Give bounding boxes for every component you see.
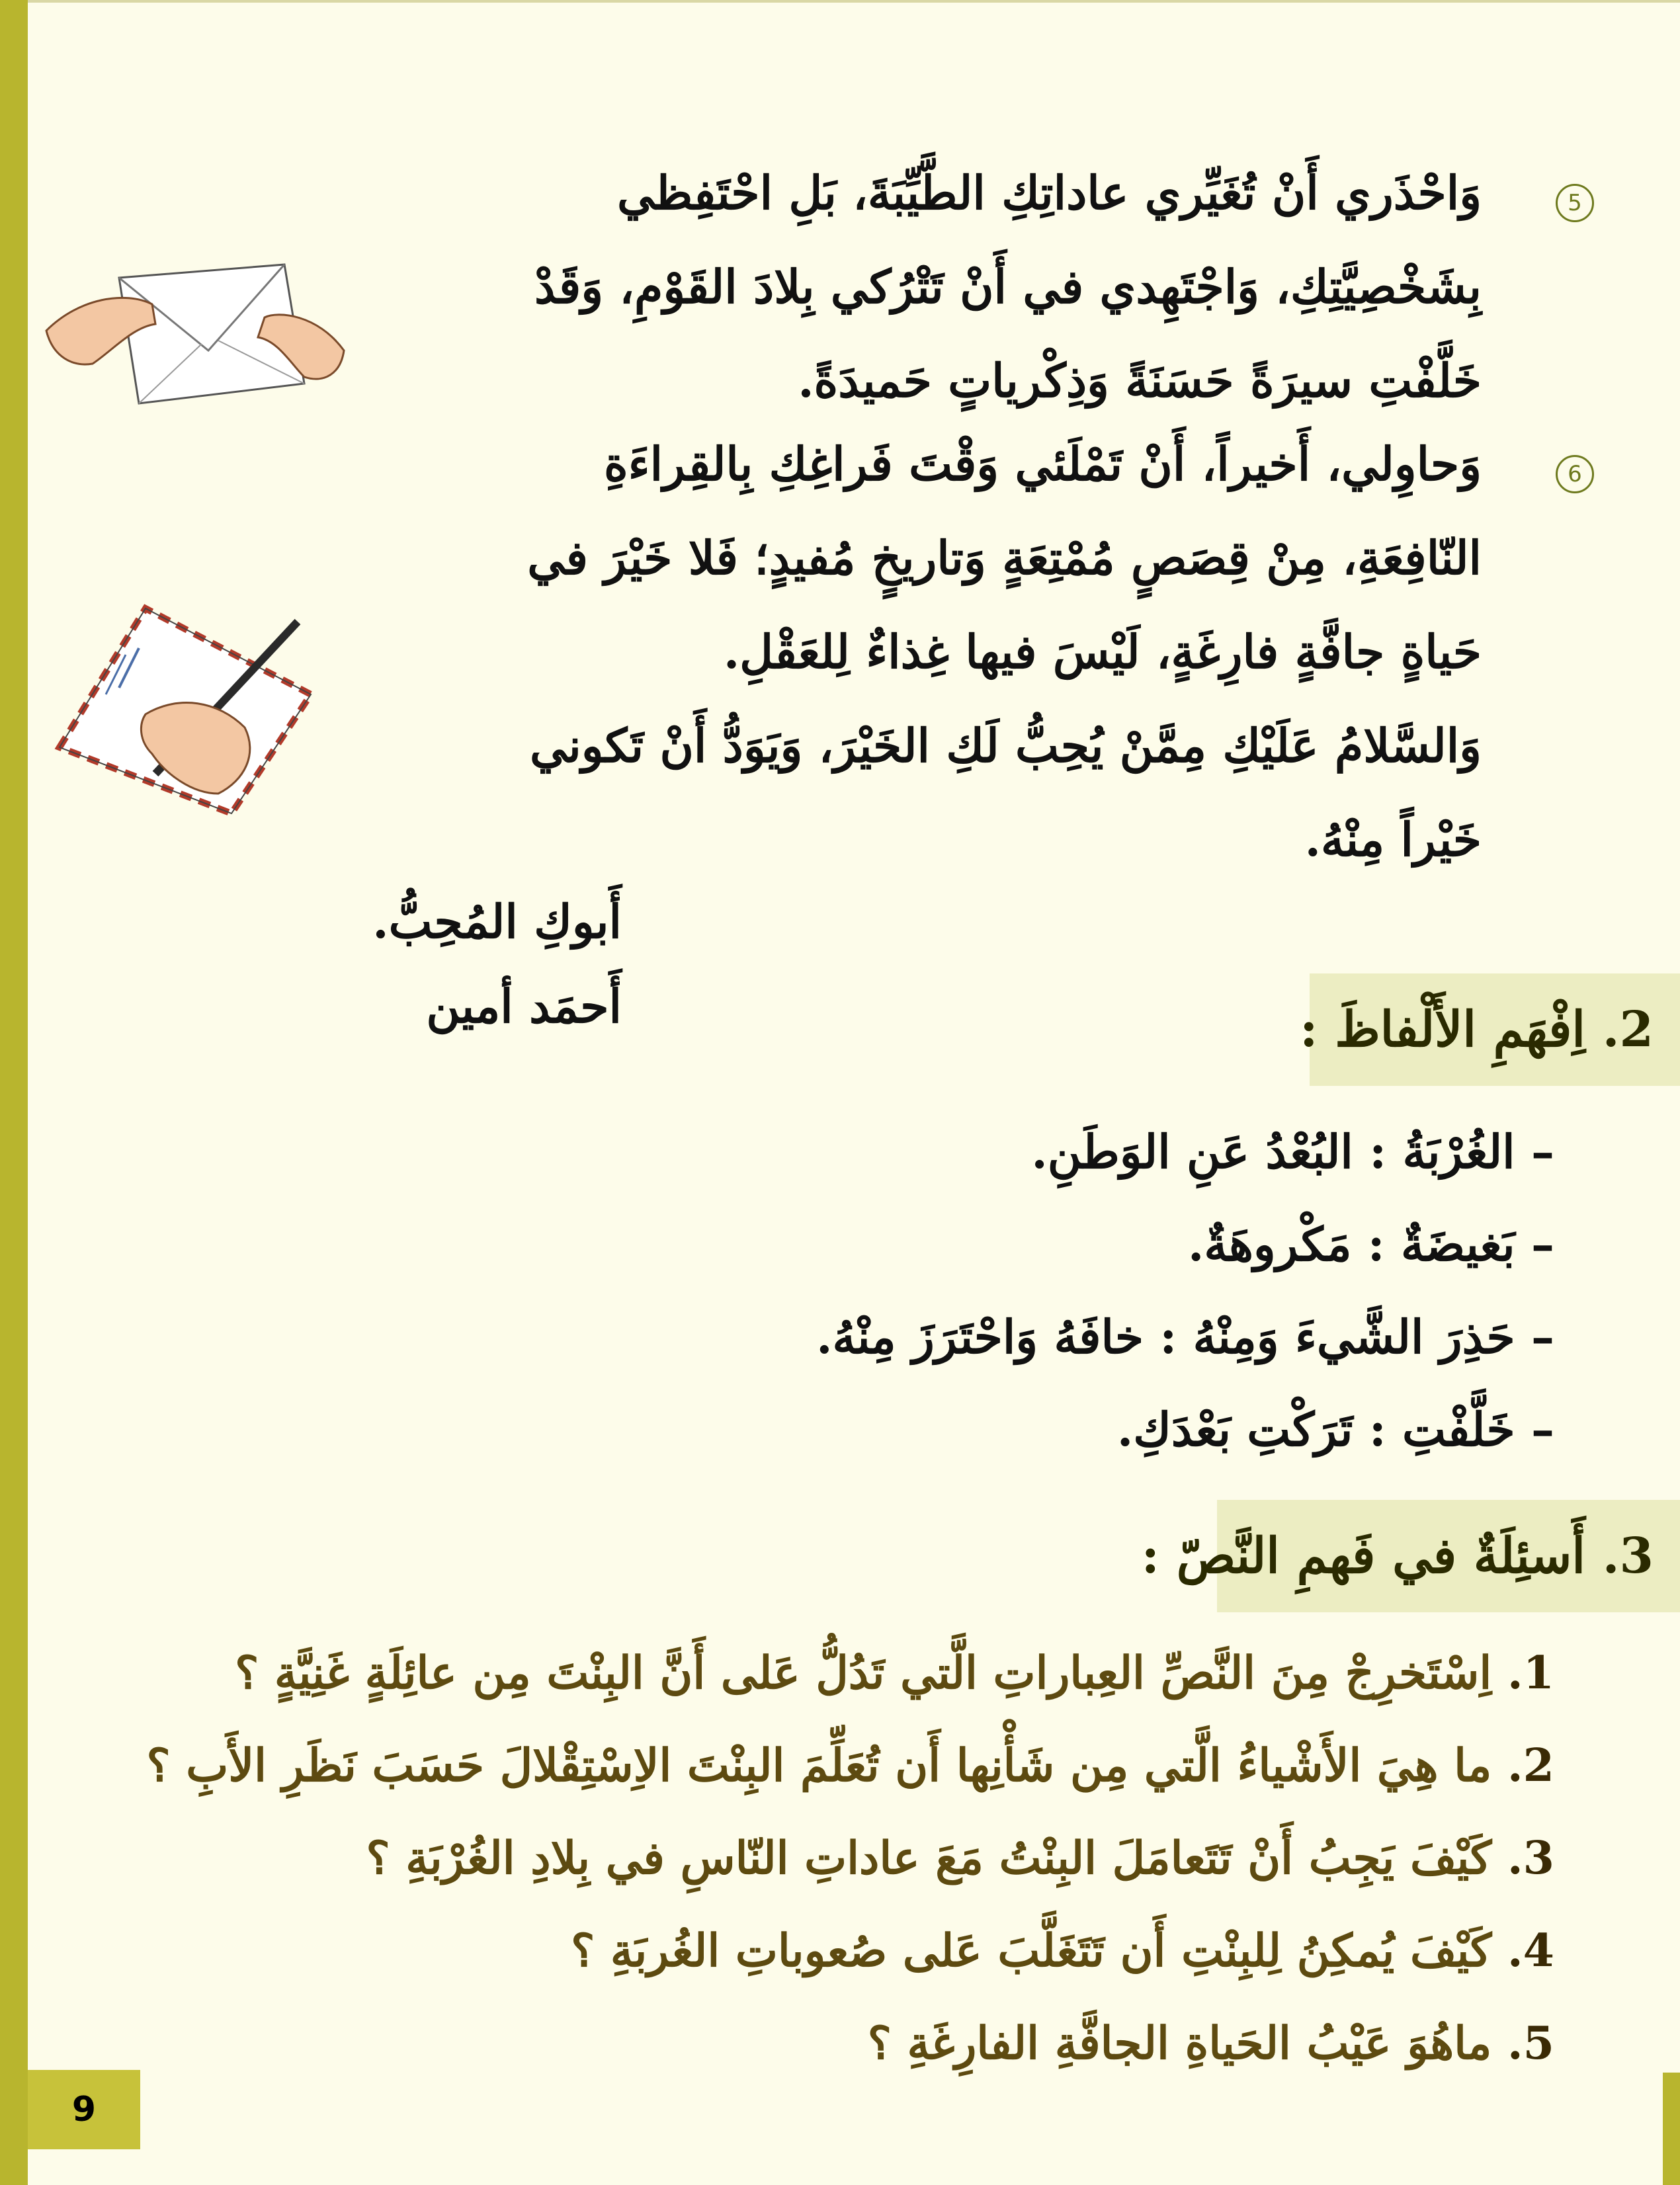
page-number: 9 [28,2070,140,2149]
top-rule [28,0,1680,3]
question-4-number: 4. [1507,1924,1554,1977]
paragraph-5-line-2: بِشَخْصِيَّتِكِ، وَاجْتَهِدي في أَنْ تَتْرُكي بِلادَ القَوْمِ، وَقَدْ [534,259,1482,314]
vocab-item-2: – بَغيضَةٌ : مَكْروهَةٌ. [1188,1217,1554,1272]
paragraph-5-line-3: خَلَّفْتِ سيرَةً حَسَنَةً وَذِكْرياتٍ حَميدَةً. [798,353,1482,408]
section-2-title: 2. اِفْهَمِ الأَلْفاظَ : [1300,1001,1654,1058]
section-3-header [1141,1500,1680,1612]
paragraph-6-marker [1556,455,1594,493]
question-5-text: ماهُوَ عَيْبُ الحَياةِ الجافَّةِ الفارِغَةِ ؟ [867,2017,1492,2070]
writing-hand-illustration [46,595,324,820]
left-accent-bar [0,0,28,2185]
question-2-number: 2. [1507,1739,1554,1792]
question-3-number: 3. [1507,1832,1554,1885]
signature-name: أَحمَد أمين [426,979,622,1034]
question-5 [868,2017,1554,2070]
question-3 [366,1832,1554,1885]
question-4-text: كَيْفَ يُمكِنُ لِلبِنْتِ أَن تَتَغَلَّبَ عَلى صُعوباتِ الغُربَةِ ؟ [571,1924,1492,1977]
question-1-number: 1. [1507,1647,1554,1700]
paragraph-6-number: 6 [1568,461,1582,487]
question-2-text: ما هِيَ الأَشْياءُ الَّتي مِن شَأْنِها أَن تُعَلِّمَ البِنْتَ الاِسْتِقْلالَ حَسَبَ نَظَرِ الأَبِ ؟ [146,1739,1492,1792]
paragraph-5-number: 5 [1568,190,1582,216]
paragraph-5-line-1: وَاحْذَري أَنْ تُغَيِّري عاداتِكِ الطَّيِّبَةَ، بَلِ احْتَفِظي [617,165,1482,220]
closing-line-2: خَيْراً مِنْهُ. [1304,812,1482,867]
closing-line-1: وَالسَّلامُ عَلَيْكِ مِمَّنْ يُحِبُّ لَكِ الخَيْرَ، وَيَوَدُّ أَنْ تَكوني [529,718,1482,773]
section-3-title: 3. أَسئِلَةٌ في فَهمِ النَّصّ : [1141,1528,1654,1585]
question-5-number: 5. [1507,2017,1554,2070]
paragraph-6-line-1: وَحاوِلي، أَخيراً، أَنْ تَمْلَئي وَقْتَ فَراغِكِ بِالقِراءَةِ [604,436,1482,491]
section-2-header [1300,973,1680,1086]
paragraph-6-line-3: حَياةٍ جافَّةٍ فارِغَةٍ، لَيْسَ فيها غِذاءٌ لِلعَقْلِ. [723,624,1482,679]
question-3-text: كَيْفَ يَجِبُ أَنْ تَتَعامَلَ البِنْتُ مَعَ عاداتِ النّاسِ في بِلادِ الغُرْبَةِ ؟ [366,1832,1492,1885]
paragraph-5-marker [1556,184,1594,222]
question-1-text: اِسْتَخرِجْ مِنَ النَّصِّ العِباراتِ الَّتي تَدُلُّ عَلى أَنَّ البِنْتَ مِن عائِلَةٍ غَنِيَّةٍ ؟ [235,1647,1492,1700]
paragraph-6-line-2: النّافِعَةِ، مِنْ قِصَصٍ مُمْتِعَةٍ وَتاريخٍ مُفيدٍ؛ فَلا خَيْرَ في [527,530,1482,585]
vocab-item-4: – خَلَّفْتِ : تَرَكْتِ بَعْدَكِ. [1116,1402,1554,1457]
question-4 [571,1924,1554,1977]
envelope-hands-illustration [40,251,351,423]
vocab-item-1: – الغُرْبَةُ : البُعْدُ عَنِ الوَطَنِ. [1031,1124,1554,1179]
question-2 [147,1739,1554,1792]
question-1 [235,1647,1554,1700]
signature-greeting: أَبوكِ المُحِبُّ. [372,894,622,949]
right-corner-mark [1663,2073,1680,2185]
vocab-item-3: – حَذِرَ الشَّيءَ وَمِنْهُ : خافَهُ وَاحْتَرَزَ مِنْهُ. [816,1309,1554,1364]
